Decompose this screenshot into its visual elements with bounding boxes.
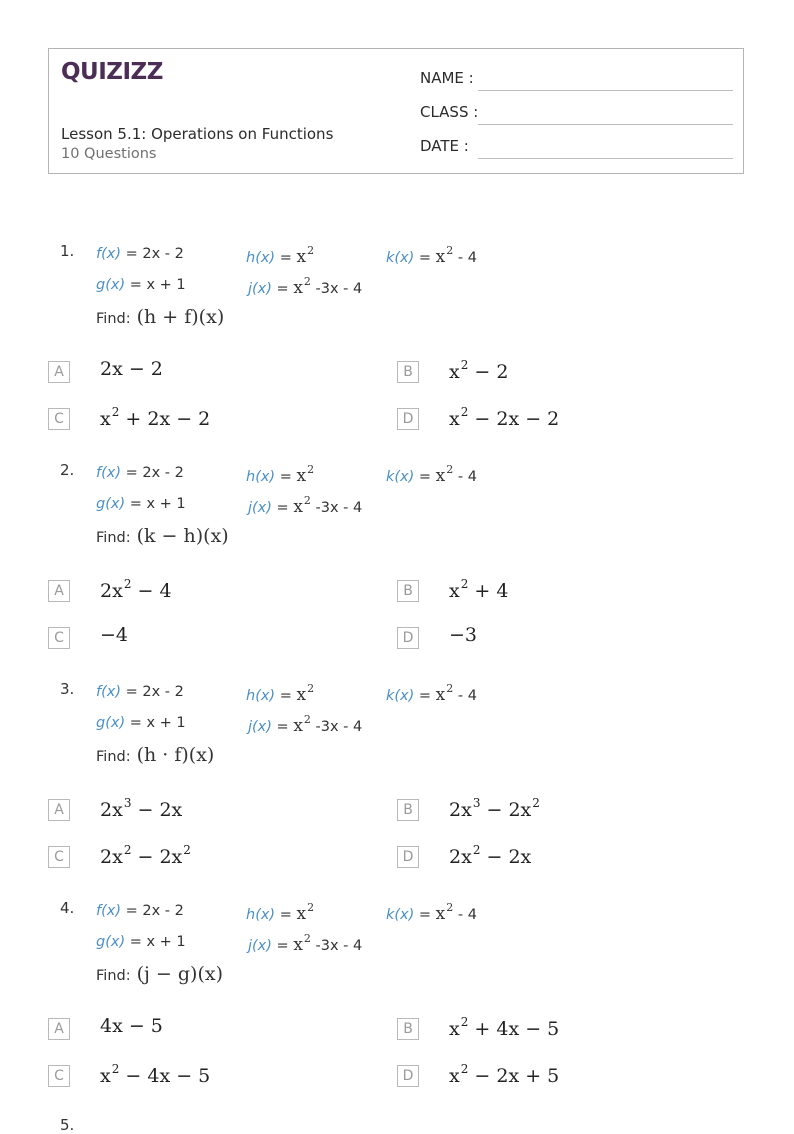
option-d-box[interactable]: D — [397, 408, 419, 430]
answer-rest: − 2x — [480, 799, 532, 821]
def-j-eq: = — [271, 281, 294, 297]
def-j — [248, 275, 362, 298]
option-b-answer[interactable] — [449, 577, 508, 602]
answer-rest: − 2x — [131, 846, 183, 868]
answer-base: 2x − 2 — [100, 358, 163, 380]
def-f — [96, 246, 184, 262]
find-math: (k − h)(x) — [136, 525, 229, 547]
def-j-eq: = — [271, 500, 294, 516]
answer-rest: − 2x − 2 — [468, 408, 560, 430]
def-h-eq: = — [275, 250, 297, 266]
def-j-exp: 2 — [303, 494, 311, 507]
option-a-answer[interactable] — [100, 358, 163, 380]
function-name-g: g(x) — [96, 715, 126, 731]
answer-base: −4 — [100, 624, 129, 646]
def-f-rest: = 2x - 2 — [121, 246, 184, 262]
find-label: Find: — [96, 311, 131, 327]
name-label: NAME : — [420, 69, 474, 87]
find-math: (h + f)(x) — [136, 306, 225, 328]
option-d-box[interactable]: D — [397, 627, 419, 649]
def-h-base: x — [296, 685, 307, 705]
def-h-exp: 2 — [307, 901, 315, 914]
def-h-exp: 2 — [307, 682, 315, 695]
lesson-title: Lesson 5.1: Operations on Functions — [61, 125, 334, 143]
answer-exponent-2: 2 — [183, 843, 191, 857]
def-j-exp: 2 — [303, 275, 311, 288]
question-count: 10 Questions — [61, 146, 157, 162]
option-b-box[interactable]: B — [397, 580, 419, 602]
def-k-exp: 2 — [446, 244, 454, 257]
function-name-g: g(x) — [96, 934, 126, 950]
answer-exponent: 3 — [123, 796, 132, 810]
def-g-rest: = x + 1 — [125, 715, 186, 731]
def-h — [246, 682, 314, 705]
def-h-expr — [296, 901, 315, 924]
def-h-eq: = — [275, 469, 297, 485]
question-2 — [0, 461, 794, 671]
option-a-box[interactable]: A — [48, 361, 70, 383]
answer-rest: + 2x − 2 — [119, 408, 211, 430]
function-name-h: h(x) — [246, 907, 276, 923]
function-name-f: f(x) — [96, 246, 121, 262]
find-expression — [96, 525, 229, 547]
answer-base: x — [449, 361, 460, 383]
def-g — [96, 496, 186, 512]
option-d-answer[interactable] — [449, 843, 531, 868]
def-j-exp: 2 — [303, 932, 311, 945]
def-k-eq: = — [414, 469, 436, 485]
function-name-j: j(x) — [248, 500, 272, 516]
def-h — [246, 244, 314, 267]
quizizz-logo: QUIZIZZ — [61, 59, 163, 85]
def-k-eq: = — [414, 907, 436, 923]
question-5-partial: 5. — [60, 1116, 75, 1134]
answer-base: 2x — [449, 846, 472, 868]
function-name-k: k(x) — [386, 250, 415, 266]
def-k-eq: = — [414, 250, 436, 266]
find-expression — [96, 963, 223, 985]
answer-base: 2x — [449, 799, 472, 821]
def-k-exp: 2 — [446, 463, 454, 476]
def-h-exp: 2 — [307, 463, 315, 476]
answer-exponent: 2 — [460, 1015, 469, 1029]
find-math: (h · f)(x) — [136, 744, 215, 766]
option-d-box[interactable]: D — [397, 1065, 419, 1087]
option-a-box[interactable]: A — [48, 799, 70, 821]
def-f-rest: = 2x - 2 — [121, 903, 184, 919]
option-a-box[interactable]: A — [48, 580, 70, 602]
def-k-rest: - 4 — [453, 688, 477, 704]
def-j — [248, 494, 362, 517]
def-k-exp: 2 — [446, 901, 454, 914]
function-name-g: g(x) — [96, 277, 126, 293]
answer-rest: − 2x — [131, 799, 183, 821]
def-j-rest: -3x - 4 — [310, 719, 363, 735]
answer-base: x — [449, 408, 460, 430]
question-number: 1. — [60, 242, 75, 260]
answer-exponent: 3 — [472, 796, 481, 810]
function-name-k: k(x) — [386, 688, 415, 704]
option-b-box[interactable]: B — [397, 361, 419, 383]
def-k-base: x — [435, 685, 446, 705]
function-name-h: h(x) — [246, 250, 276, 266]
def-h-eq: = — [275, 907, 297, 923]
def-f — [96, 465, 184, 481]
def-j-base: x — [293, 935, 303, 955]
answer-exponent: 2 — [111, 405, 120, 419]
def-j — [248, 932, 362, 955]
name-field[interactable] — [478, 90, 733, 91]
answer-rest: + 4x − 5 — [468, 1018, 560, 1040]
function-name-k: k(x) — [386, 469, 415, 485]
def-g — [96, 934, 186, 950]
def-j-expr — [293, 713, 311, 736]
worksheet-header — [48, 48, 744, 174]
def-g-rest: = x + 1 — [125, 277, 186, 293]
option-b-answer[interactable] — [449, 1015, 559, 1040]
def-k-expr — [435, 244, 454, 267]
answer-exponent: 2 — [460, 577, 469, 591]
date-field[interactable] — [478, 158, 733, 159]
def-h-eq: = — [275, 688, 297, 704]
question-number: 2. — [60, 461, 75, 479]
def-h — [246, 463, 314, 486]
question-1 — [0, 242, 794, 452]
def-j-base: x — [293, 278, 303, 298]
option-d-answer[interactable] — [449, 1062, 559, 1087]
def-j-base: x — [293, 497, 303, 517]
answer-base: x — [100, 408, 111, 430]
option-d-box[interactable]: D — [397, 846, 419, 868]
option-c-box[interactable]: C — [48, 846, 70, 868]
option-a-answer[interactable] — [100, 577, 172, 602]
find-label: Find: — [96, 530, 131, 546]
def-h — [246, 901, 314, 924]
def-k-rest: - 4 — [453, 907, 477, 923]
def-k-eq: = — [414, 688, 436, 704]
answer-rest: − 4x − 5 — [119, 1065, 211, 1087]
def-j-eq: = — [271, 938, 294, 954]
answer-base: x — [449, 580, 460, 602]
def-h-base: x — [296, 247, 307, 267]
option-c-answer[interactable] — [100, 624, 128, 646]
answer-base: 2x — [100, 580, 123, 602]
answer-rest: − 4 — [131, 580, 172, 602]
answer-exponent: 2 — [472, 843, 481, 857]
answer-base: 2x — [100, 799, 123, 821]
option-b-answer[interactable] — [449, 358, 508, 383]
function-name-j: j(x) — [248, 938, 272, 954]
def-j-expr — [293, 275, 311, 298]
function-name-g: g(x) — [96, 496, 126, 512]
def-k-rest: - 4 — [453, 250, 477, 266]
def-j-rest: -3x - 4 — [310, 500, 363, 516]
function-name-k: k(x) — [386, 907, 415, 923]
def-k-expr — [435, 463, 454, 486]
def-f-rest: = 2x - 2 — [121, 684, 184, 700]
answer-exponent: 2 — [111, 1062, 120, 1076]
answer-rest: − 2x + 5 — [468, 1065, 560, 1087]
def-g — [96, 715, 186, 731]
answer-exponent: 2 — [460, 1062, 469, 1076]
def-k-rest: - 4 — [453, 469, 477, 485]
answer-rest: + 4 — [468, 580, 509, 602]
answer-exponent-2: 2 — [532, 796, 540, 810]
function-name-h: h(x) — [246, 469, 276, 485]
option-b-answer[interactable] — [449, 796, 540, 821]
def-f-rest: = 2x - 2 — [121, 465, 184, 481]
option-d-answer[interactable] — [449, 624, 477, 646]
find-label: Find: — [96, 749, 131, 765]
def-j-eq: = — [271, 719, 294, 735]
function-name-j: j(x) — [248, 281, 272, 297]
option-c-answer[interactable] — [100, 1062, 210, 1087]
def-k-expr — [435, 901, 454, 924]
def-k — [386, 682, 477, 705]
def-h-expr — [296, 463, 315, 486]
def-j-rest: -3x - 4 — [310, 281, 363, 297]
def-h-expr — [296, 682, 315, 705]
date-label: DATE : — [420, 137, 469, 155]
option-c-box[interactable]: C — [48, 1065, 70, 1087]
answer-rest: − 2 — [468, 361, 509, 383]
def-g — [96, 277, 186, 293]
class-field[interactable] — [478, 124, 733, 125]
def-k-base: x — [435, 904, 446, 924]
option-b-box[interactable]: B — [397, 799, 419, 821]
answer-base: x — [100, 1065, 111, 1087]
answer-base: x — [449, 1065, 460, 1087]
def-k — [386, 463, 477, 486]
def-k-base: x — [435, 247, 446, 267]
find-math: (j − g)(x) — [136, 963, 224, 985]
answer-base: x — [449, 1018, 460, 1040]
option-c-box[interactable]: C — [48, 627, 70, 649]
option-a-box[interactable]: A — [48, 1018, 70, 1040]
def-j-rest: -3x - 4 — [310, 938, 363, 954]
answer-exponent: 2 — [123, 577, 132, 591]
def-h-base: x — [296, 466, 307, 486]
answer-exponent: 2 — [123, 843, 132, 857]
answer-exponent: 2 — [460, 358, 469, 372]
def-h-exp: 2 — [307, 244, 315, 257]
answer-exponent: 2 — [460, 405, 469, 419]
answer-base: 4x − 5 — [100, 1015, 163, 1037]
answer-rest: − 2x — [480, 846, 532, 868]
question-4 — [0, 899, 794, 1109]
function-name-f: f(x) — [96, 465, 121, 481]
question-3 — [0, 680, 794, 890]
find-expression — [96, 744, 214, 766]
find-label: Find: — [96, 968, 131, 984]
def-j — [248, 713, 362, 736]
option-a-answer[interactable] — [100, 796, 182, 821]
question-number: 3. — [60, 680, 75, 698]
def-j-base: x — [293, 716, 303, 736]
def-f — [96, 684, 184, 700]
question-number: 4. — [60, 899, 75, 917]
def-j-exp: 2 — [303, 713, 311, 726]
def-j-expr — [293, 494, 311, 517]
find-expression — [96, 306, 224, 328]
def-j-expr — [293, 932, 311, 955]
def-k-exp: 2 — [446, 682, 454, 695]
answer-base: 2x — [100, 846, 123, 868]
class-label: CLASS : — [420, 103, 479, 121]
function-name-f: f(x) — [96, 903, 121, 919]
answer-base: −3 — [449, 624, 478, 646]
def-g-rest: = x + 1 — [125, 934, 186, 950]
function-name-h: h(x) — [246, 688, 276, 704]
option-a-answer[interactable] — [100, 1015, 163, 1037]
function-name-f: f(x) — [96, 684, 121, 700]
option-b-box[interactable]: B — [397, 1018, 419, 1040]
def-g-rest: = x + 1 — [125, 496, 186, 512]
option-c-answer[interactable] — [100, 843, 191, 868]
def-f — [96, 903, 184, 919]
def-h-expr — [296, 244, 315, 267]
def-k — [386, 244, 477, 267]
function-name-j: j(x) — [248, 719, 272, 735]
option-d-answer[interactable] — [449, 405, 559, 430]
option-c-answer[interactable] — [100, 405, 210, 430]
def-k — [386, 901, 477, 924]
def-h-base: x — [296, 904, 307, 924]
option-c-box[interactable]: C — [48, 408, 70, 430]
def-k-expr — [435, 682, 454, 705]
def-k-base: x — [435, 466, 446, 486]
